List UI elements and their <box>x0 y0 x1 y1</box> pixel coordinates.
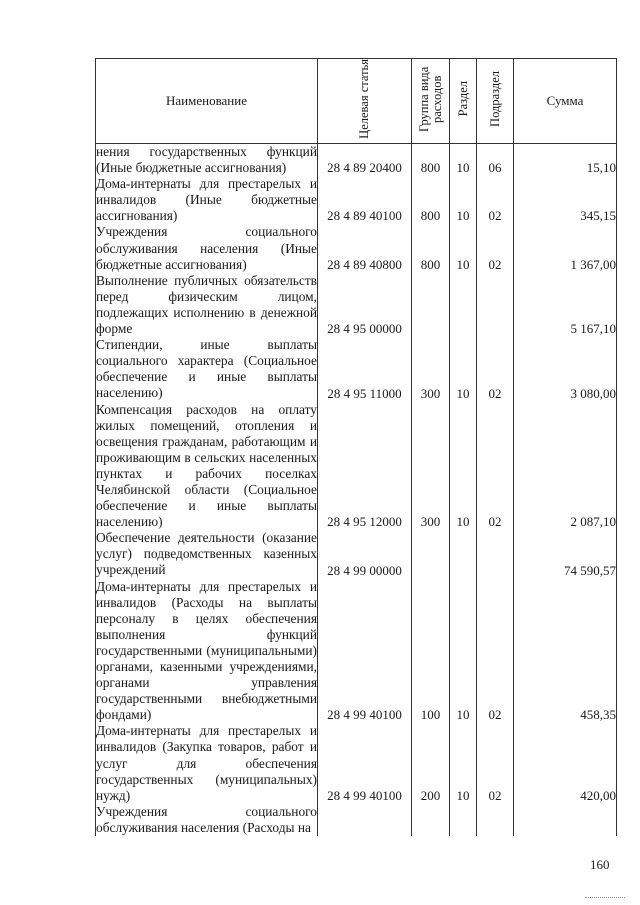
cell-name: Дома-интернаты для престарелых и инвалидов (Иные бюджетные ассигнования) <box>96 176 317 224</box>
cell-sum: 420,00 <box>514 723 617 803</box>
budget-table <box>95 58 617 836</box>
cell-group: 300 <box>412 402 450 531</box>
cell-target: 28 4 95 12000 <box>318 402 412 531</box>
cell-subsection: 06 <box>477 144 514 177</box>
cell-sum: 2 087,10 <box>514 402 617 531</box>
cell-subsection: 02 <box>477 337 514 401</box>
cell-name: Обеспечение деятельности (оказание услуг) подведомственных казенных учреждений <box>96 530 317 578</box>
cell-subsection <box>477 273 514 337</box>
cell-name: Выполнение публичных обязательств перед физическим лицом, подлежащих исполнению в денежной форме <box>96 272 317 337</box>
cell-sum: 3 080,00 <box>514 337 617 401</box>
cell-target <box>318 804 412 836</box>
table-row <box>96 176 617 224</box>
cell-name: нения государственных функций (Иные бюджетные ассигнования) <box>96 144 317 176</box>
table-row <box>96 804 617 836</box>
cell-group <box>412 530 450 578</box>
cell-target: 28 4 99 00000 <box>318 530 412 578</box>
cell-target: 28 4 89 40100 <box>318 176 412 224</box>
cell-name: Дома-интернаты для престарелых и инвалидов (Закупка товаров, работ и услуг для обеспечения государственных (муниципальных) нужд) <box>96 723 317 803</box>
cell-subsection: 02 <box>477 402 514 531</box>
cell-group: 100 <box>412 579 450 724</box>
cell-sum: 5 167,10 <box>514 273 617 337</box>
cell-section: 10 <box>450 402 477 531</box>
cell-subsection: 02 <box>477 176 514 224</box>
cell-target: 28 4 95 00000 <box>318 273 412 337</box>
cell-target: 28 4 95 11000 <box>318 337 412 401</box>
cell-subsection: 02 <box>477 579 514 724</box>
cell-group: 800 <box>412 144 450 177</box>
cell-sum: 74 590,57 <box>514 530 617 578</box>
cell-group: 800 <box>412 224 450 272</box>
table-header-row <box>96 59 617 144</box>
cell-section <box>450 804 477 836</box>
header-target: Целевая статья <box>318 59 412 144</box>
table-row <box>96 579 617 724</box>
page-number: 160 <box>590 857 610 872</box>
cell-subsection: 02 <box>477 723 514 803</box>
cell-group: 200 <box>412 723 450 803</box>
cell-sum <box>514 804 617 836</box>
cell-section: 10 <box>450 176 477 224</box>
header-sum: Сумма <box>514 59 617 144</box>
table-row <box>96 337 617 401</box>
cell-sum: 345,15 <box>514 176 617 224</box>
table-row <box>96 144 617 177</box>
cell-group: 300 <box>412 337 450 401</box>
cell-section: 10 <box>450 144 477 177</box>
cell-name: Стипендии, иные выплаты социального характера (Социальное обеспечение и иные выплаты населению) <box>96 337 317 401</box>
cell-group <box>412 804 450 836</box>
cell-section: 10 <box>450 337 477 401</box>
cell-section: 10 <box>450 224 477 272</box>
table-row <box>96 723 617 803</box>
cell-sum: 458,35 <box>514 579 617 724</box>
header-subsection: Подраздел <box>477 59 514 144</box>
cell-section <box>450 530 477 578</box>
cell-target: 28 4 89 20400 <box>318 144 412 177</box>
cell-target: 28 4 99 40100 <box>318 723 412 803</box>
cell-sum: 1 367,00 <box>514 224 617 272</box>
cell-target: 28 4 99 40100 <box>318 579 412 724</box>
cell-section: 10 <box>450 579 477 724</box>
cell-subsection <box>477 804 514 836</box>
table-row <box>96 224 617 272</box>
cell-section: 10 <box>450 723 477 803</box>
table-row <box>96 402 617 531</box>
cell-section <box>450 273 477 337</box>
cell-subsection <box>477 530 514 578</box>
cell-name: Дома-интернаты для престарелых и инвалидов (Расходы на выплаты персоналу в целях обеспечения выполнения функций государственными (муниципальными) органами, казенными учреждениями, органами управления государственными внебюджетными фондами) <box>96 578 317 723</box>
header-name: Наименование <box>96 59 318 144</box>
footer-divider <box>585 897 625 898</box>
cell-subsection: 02 <box>477 224 514 272</box>
cell-sum: 15,10 <box>514 144 617 177</box>
cell-name: Компенсация расходов на оплату жилых помещений, отопления и освещения гражданам, работающим и проживающим в сельских населенных пунктах и рабочих поселках Челябинской области (Социальное обеспечение и иные выплаты населению) <box>96 401 317 530</box>
table-row <box>96 530 617 578</box>
cell-group <box>412 273 450 337</box>
cell-name: Учреждения социального обслуживания населения (Иные бюджетные ассигнования) <box>96 224 317 272</box>
cell-group: 800 <box>412 176 450 224</box>
header-section: Раздел <box>450 59 477 144</box>
cell-name: Учреждения социального обслуживания населения (Расходы на <box>96 803 317 835</box>
cell-target: 28 4 89 40800 <box>318 224 412 272</box>
header-group: Группа вида расходов <box>412 59 450 144</box>
table-row <box>96 273 617 337</box>
